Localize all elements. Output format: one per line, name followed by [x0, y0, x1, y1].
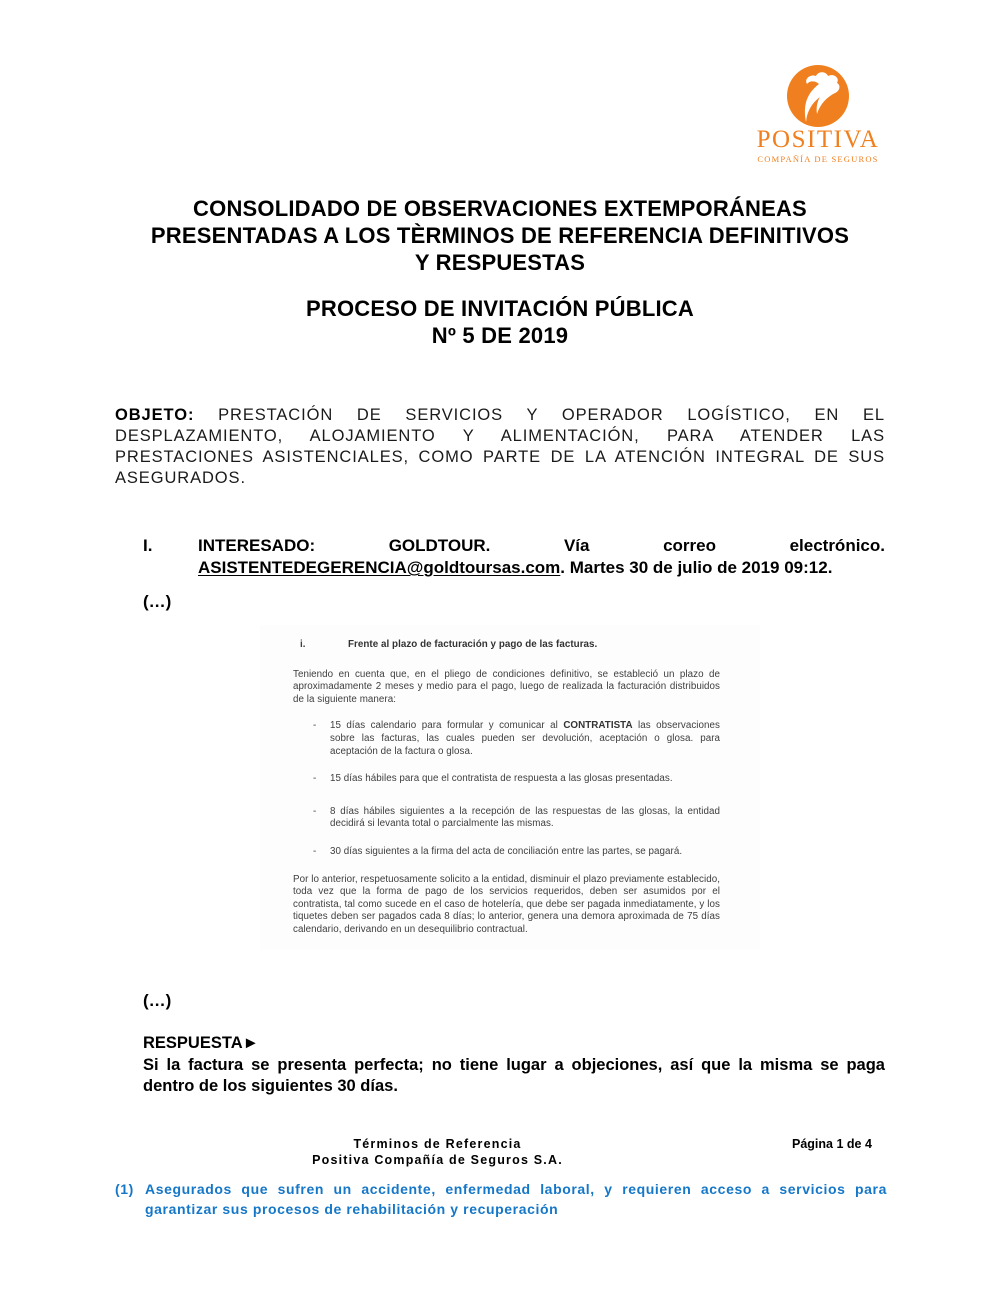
bullet-1-text: 15 días calendario para formular y comunicar al — [330, 720, 564, 732]
page-number: Página 1 de 4 — [792, 1137, 872, 1151]
scan-bullet-1 — [293, 720, 720, 758]
interesado-line2 — [198, 557, 885, 579]
dash-bullet-icon: - — [313, 845, 317, 857]
objeto-text: PRESTACIÓN DE SERVICIOS Y OPERADOR LOGÍSTICO, EN EL DESPLAZAMIENTO, ALOJAMIENTO Y ALIMENTACIÓN, PARA ATENDER LAS PRESTACIONES ASISTENCIALES, COMO PARTE DE LA ATENCIÓN INTEGRAL DE SUS ASEGURADOS. — [115, 405, 885, 487]
interesado-numeral: I. — [143, 536, 153, 555]
scan-bullet-3 — [293, 806, 720, 831]
logo-tagline-text: COMPAÑÍA DE SEGUROS — [757, 154, 879, 164]
bullet-2-text: 15 días hábiles para que el contratista de respuesta a las glosas presentadas. — [330, 773, 673, 785]
footer — [115, 1137, 760, 1168]
scan-bullet-2 — [293, 773, 720, 786]
subtitle-line-1: PROCESO DE INVITACIÓN PÚBLICA — [306, 296, 694, 321]
scan-paragraph-2: Por lo anterior, respetuosamente solicito a la entidad, disminuir el plazo previamente establecido, toda vez que la forma de pago de los servicios requeridos, deben ser asumidos por el contratista, tal como sucede en el caso de hotelería, que debe ser pagada inmediatamente, y los tiquetes deben ser pagados cada 8 días; lo anterior, genera una demora aproximada de 75 días calendario, derivando en un desequilibrio contractual. — [293, 873, 720, 935]
scan-paragraph-1: Teniendo en cuenta que, en el pliego de condiciones definitivo, se estableció un plazo de aproximadamente 2 meses y medio para el pago, luego de realizada la facturación distribuidos de la siguiente manera: — [293, 668, 720, 705]
objeto-label: OBJETO: — [115, 405, 195, 424]
bullet-1-text-post: las observaciones sobre las facturas, las cuales pueden ser devolución, aceptación o glosa. para aceptación de la factura o glosa. — [330, 720, 720, 757]
subtitle-line-2: Nº 5 DE 2019 — [431, 323, 569, 348]
objeto-paragraph — [115, 405, 885, 489]
document-title — [0, 195, 1000, 276]
respuesta-text: Si la factura se presenta perfecta; no tiene lugar a objeciones, así que la misma se paga dentro de los siguientes 30 días. — [143, 1055, 885, 1095]
interesado-line1: INTERESADO: GOLDTOUR. Vía correo electrónico. — [198, 536, 885, 555]
scan-heading-numeral: i. — [300, 639, 306, 650]
logo-brand-text: POSITIVA — [756, 126, 880, 153]
email-date-text: . Martes 30 de julio de 2019 09:12. — [560, 558, 833, 577]
footnote-marker: (1) — [115, 1181, 134, 1197]
positiva-flower-icon — [786, 64, 850, 128]
dash-bullet-icon: - — [313, 805, 317, 817]
bullet-1-bold: CONTRATISTA — [563, 720, 633, 732]
footer-line-2: Positiva Compañía de Seguros S.A. — [312, 1152, 563, 1167]
title-line-2: PRESENTADAS A LOS TÈRMINOS DE REFERENCIA DEFINITIVOS — [150, 223, 850, 248]
email-link[interactable]: ASISTENTEDEGERENCIA@goldtoursas.com — [198, 558, 561, 577]
bullet-4-text: 30 días siguientes a la firma del acta de conciliación entre las partes, se pagará. — [330, 845, 683, 857]
scan-bullet-4 — [293, 846, 720, 859]
scanned-excerpt-image — [260, 625, 760, 950]
title-line-1: CONSOLIDADO DE OBSERVACIONES EXTEMPORÁNEAS — [193, 196, 807, 221]
process-subtitle — [0, 295, 1000, 349]
bullet-3-text: 8 días hábiles siguientes a la recepción de las respuestas de las glosas, la entidad decidirá si levanta total o parcialmente las mismas. — [330, 805, 720, 830]
footnote — [115, 1180, 887, 1219]
footnote-text: Asegurados que sufren un accidente, enfermedad laboral, y requieren acceso a servicios para garantizar sus procesos de rehabilitación y recuperación — [145, 1181, 887, 1217]
positiva-logo — [750, 64, 886, 164]
dash-bullet-icon: - — [313, 773, 317, 785]
interesado-section — [143, 535, 885, 579]
respuesta-label: RESPUESTA► — [143, 1034, 259, 1052]
scan-heading — [293, 639, 720, 652]
scan-heading-text: Frente al plazo de facturación y pago de las facturas. — [348, 639, 598, 650]
footer-line-1: Términos de Referencia — [353, 1137, 522, 1151]
dash-bullet-icon: - — [313, 720, 317, 732]
title-line-3: Y RESPUESTAS — [414, 250, 586, 275]
ellipsis-bottom: (…) — [143, 991, 172, 1010]
respuesta-section — [143, 1033, 885, 1098]
ellipsis-top: (…) — [143, 592, 172, 611]
